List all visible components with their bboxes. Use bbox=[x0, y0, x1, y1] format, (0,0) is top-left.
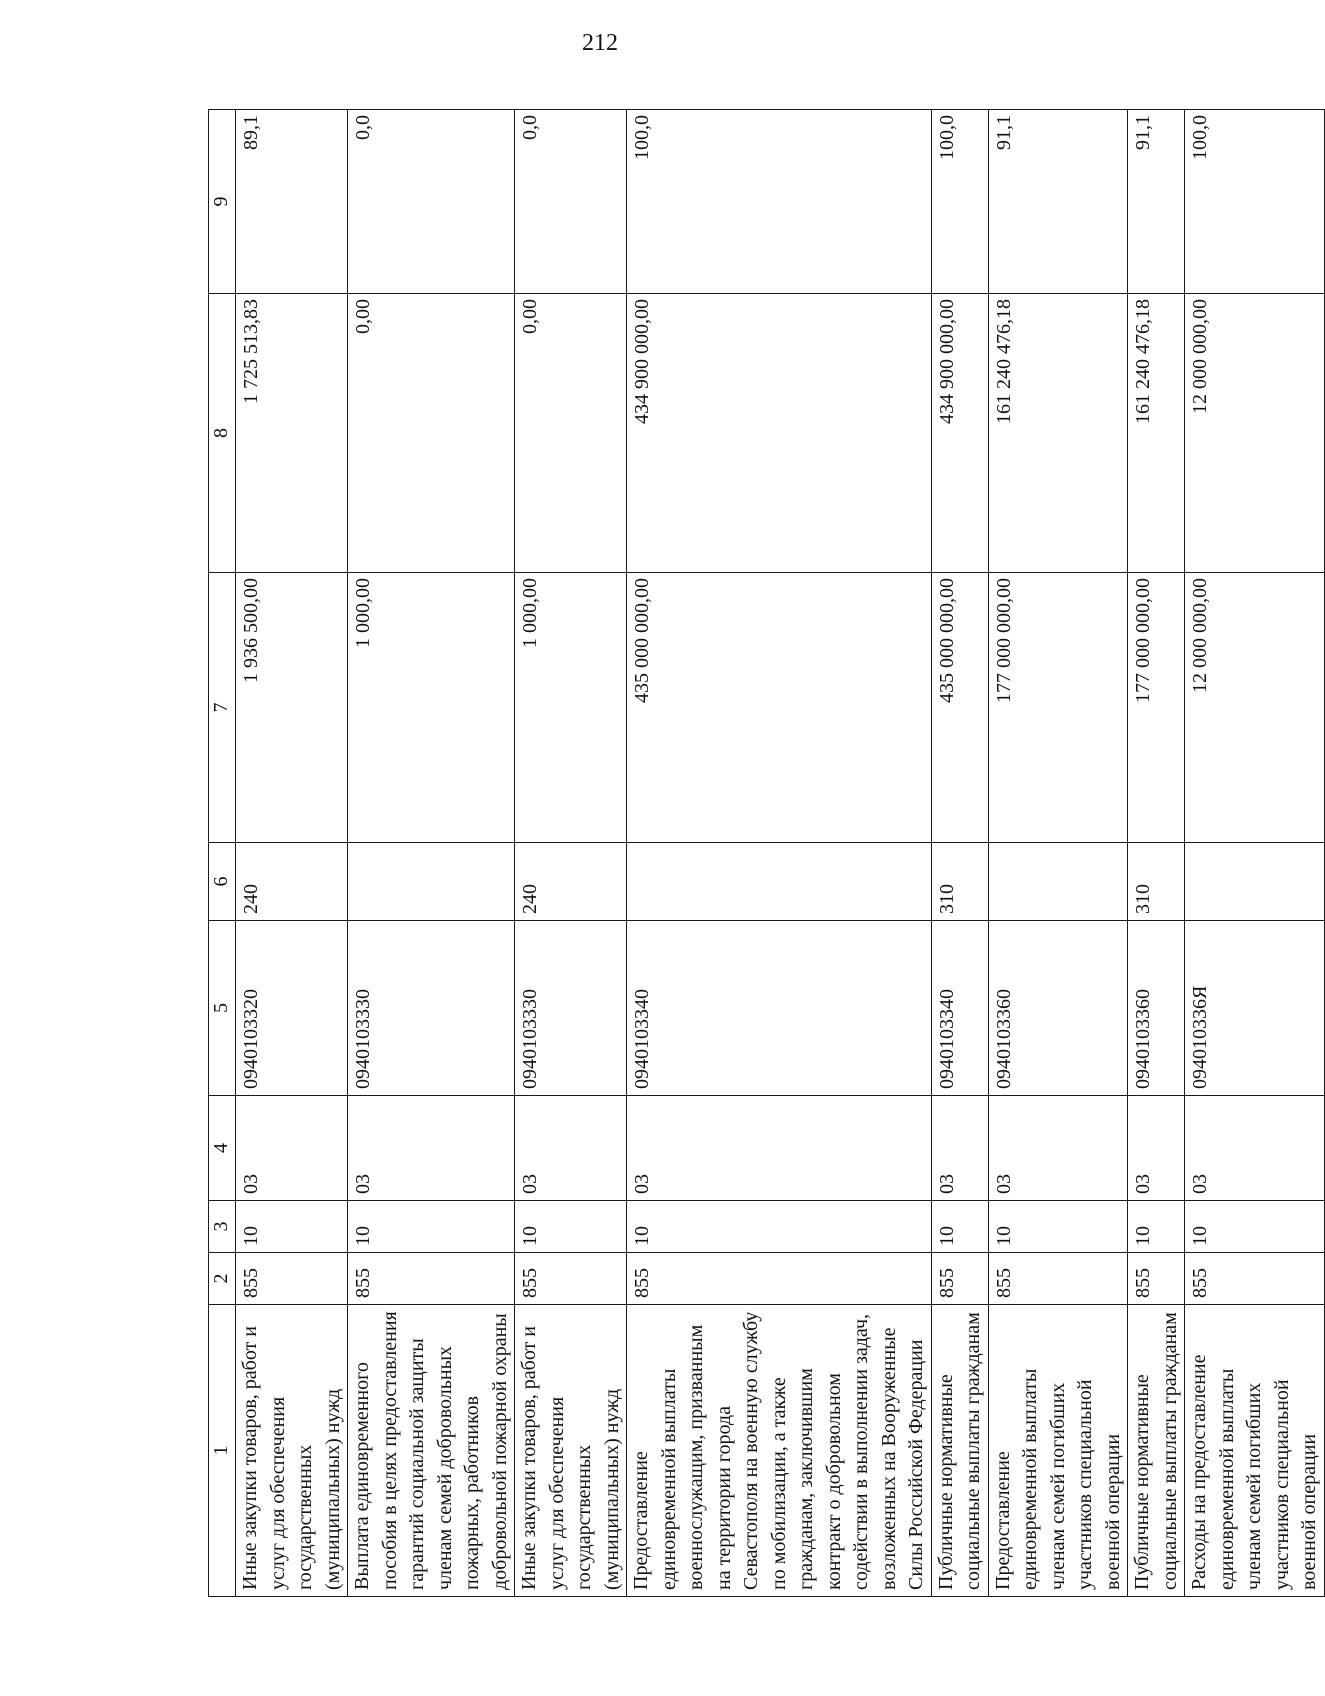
cell-actual-amount: 434 900 000,00 bbox=[931, 294, 988, 573]
table-row bbox=[931, 110, 988, 1597]
cell-ministry-code: 855 bbox=[236, 1253, 348, 1305]
row-description: Предоставление единовременной выплаты членам семей погибших участников специальной военной операции bbox=[988, 1305, 1128, 1597]
column-header: 2 bbox=[209, 1253, 236, 1305]
cell-section-code: 10 bbox=[1185, 1201, 1325, 1253]
cell-subsection-code: 03 bbox=[1185, 1096, 1325, 1201]
cell-expense-type: 240 bbox=[515, 843, 627, 921]
cell-percent-executed: 91,1 bbox=[988, 110, 1128, 294]
cell-ministry-code: 855 bbox=[1185, 1253, 1325, 1305]
table-row bbox=[1128, 110, 1185, 1597]
cell-actual-amount: 1 725 513,83 bbox=[236, 294, 348, 573]
row-description: Расходы на предоставление единовременной выплаты членам семей погибших участников специальной военной операции bbox=[1185, 1305, 1325, 1597]
cell-section-code: 10 bbox=[236, 1201, 348, 1253]
row-description: Выплата единовременного пособия в целях предоставления гарантий социальной защиты членам семей добровольных пожарных, работников добровольной пожарной охраны bbox=[348, 1305, 515, 1597]
table-row bbox=[988, 110, 1128, 1597]
table-row bbox=[236, 110, 348, 1597]
cell-planned-amount: 177 000 000,00 bbox=[1128, 573, 1185, 843]
cell-subsection-code: 03 bbox=[236, 1096, 348, 1201]
cell-ministry-code: 855 bbox=[348, 1253, 515, 1305]
row-description: Предоставление единовременной выплаты военнослужащим, призванным на территории города Севастополя на военную службу по мобилизации, а также гражданам, заключившим контракт о добровольном содействии в выполнении задач, возложенных на Вооруженные Силы Российской Федерации bbox=[627, 1305, 932, 1597]
cell-percent-executed: 91,1 bbox=[1128, 110, 1185, 294]
table-row bbox=[627, 110, 932, 1597]
table-row bbox=[348, 110, 515, 1597]
cell-planned-amount: 177 000 000,00 bbox=[988, 573, 1128, 843]
cell-target-article: 0940103360 bbox=[988, 921, 1128, 1096]
cell-actual-amount: 0,00 bbox=[348, 294, 515, 573]
cell-actual-amount: 0,00 bbox=[515, 294, 627, 573]
column-header: 4 bbox=[209, 1096, 236, 1201]
cell-actual-amount: 434 900 000,00 bbox=[627, 294, 932, 573]
cell-subsection-code: 03 bbox=[348, 1096, 515, 1201]
cell-expense-type: 310 bbox=[1128, 843, 1185, 921]
cell-expense-type: 310 bbox=[931, 843, 988, 921]
cell-subsection-code: 03 bbox=[627, 1096, 932, 1201]
cell-section-code: 10 bbox=[348, 1201, 515, 1253]
cell-ministry-code: 855 bbox=[627, 1253, 932, 1305]
cell-planned-amount: 1 936 500,00 bbox=[236, 573, 348, 843]
cell-target-article: 0940103360 bbox=[1128, 921, 1185, 1096]
cell-expense-type bbox=[988, 843, 1128, 921]
column-header: 5 bbox=[209, 921, 236, 1096]
cell-actual-amount: 12 000 000,00 bbox=[1185, 294, 1325, 573]
row-description: Иные закупки товаров, работ и услуг для обеспечения государственных (муниципальных) нужд bbox=[236, 1305, 348, 1597]
cell-target-article: 0940103340 bbox=[931, 921, 988, 1096]
cell-actual-amount: 161 240 476,18 bbox=[988, 294, 1128, 573]
cell-section-code: 10 bbox=[988, 1201, 1128, 1253]
rotated-table-wrapper bbox=[208, 110, 1320, 1597]
cell-target-article: 094010336Я bbox=[1185, 921, 1325, 1096]
cell-expense-type: 240 bbox=[236, 843, 348, 921]
column-header: 9 bbox=[209, 110, 236, 294]
cell-planned-amount: 435 000 000,00 bbox=[931, 573, 988, 843]
cell-ministry-code: 855 bbox=[515, 1253, 627, 1305]
cell-ministry-code: 855 bbox=[1128, 1253, 1185, 1305]
cell-subsection-code: 03 bbox=[931, 1096, 988, 1201]
cell-percent-executed: 100,0 bbox=[627, 110, 932, 294]
cell-percent-executed: 0,0 bbox=[515, 110, 627, 294]
column-header: 7 bbox=[209, 573, 236, 843]
cell-subsection-code: 03 bbox=[515, 1096, 627, 1201]
cell-ministry-code: 855 bbox=[931, 1253, 988, 1305]
cell-actual-amount: 161 240 476,18 bbox=[1128, 294, 1185, 573]
row-description: Иные закупки товаров, работ и услуг для обеспечения государственных (муниципальных) нужд bbox=[515, 1305, 627, 1597]
row-description: Публичные нормативные социальные выплаты гражданам bbox=[931, 1305, 988, 1597]
header-row bbox=[209, 110, 236, 1597]
cell-target-article: 0940103330 bbox=[348, 921, 515, 1096]
cell-target-article: 0940103340 bbox=[627, 921, 932, 1096]
column-header: 8 bbox=[209, 294, 236, 573]
cell-expense-type bbox=[348, 843, 515, 921]
budget-table bbox=[208, 109, 1325, 1597]
cell-expense-type bbox=[627, 843, 932, 921]
cell-percent-executed: 0,0 bbox=[348, 110, 515, 294]
column-header: 1 bbox=[209, 1305, 236, 1597]
cell-section-code: 10 bbox=[515, 1201, 627, 1253]
column-header: 3 bbox=[209, 1201, 236, 1253]
cell-subsection-code: 03 bbox=[988, 1096, 1128, 1201]
cell-planned-amount: 1 000,00 bbox=[515, 573, 627, 843]
row-description: Публичные нормативные социальные выплаты гражданам bbox=[1128, 1305, 1185, 1597]
cell-expense-type bbox=[1185, 843, 1325, 921]
cell-subsection-code: 03 bbox=[1128, 1096, 1185, 1201]
cell-percent-executed: 100,0 bbox=[931, 110, 988, 294]
cell-planned-amount: 1 000,00 bbox=[348, 573, 515, 843]
table-row bbox=[515, 110, 627, 1597]
cell-target-article: 0940103320 bbox=[236, 921, 348, 1096]
cell-ministry-code: 855 bbox=[988, 1253, 1128, 1305]
cell-section-code: 10 bbox=[931, 1201, 988, 1253]
cell-percent-executed: 100,0 bbox=[1185, 110, 1325, 294]
cell-section-code: 10 bbox=[627, 1201, 932, 1253]
table-row bbox=[1185, 110, 1325, 1597]
column-header: 6 bbox=[209, 843, 236, 921]
cell-percent-executed: 89,1 bbox=[236, 110, 348, 294]
cell-planned-amount: 435 000 000,00 bbox=[627, 573, 932, 843]
page-number: 212 bbox=[582, 30, 618, 56]
cell-section-code: 10 bbox=[1128, 1201, 1185, 1253]
cell-planned-amount: 12 000 000,00 bbox=[1185, 573, 1325, 843]
cell-target-article: 0940103330 bbox=[515, 921, 627, 1096]
